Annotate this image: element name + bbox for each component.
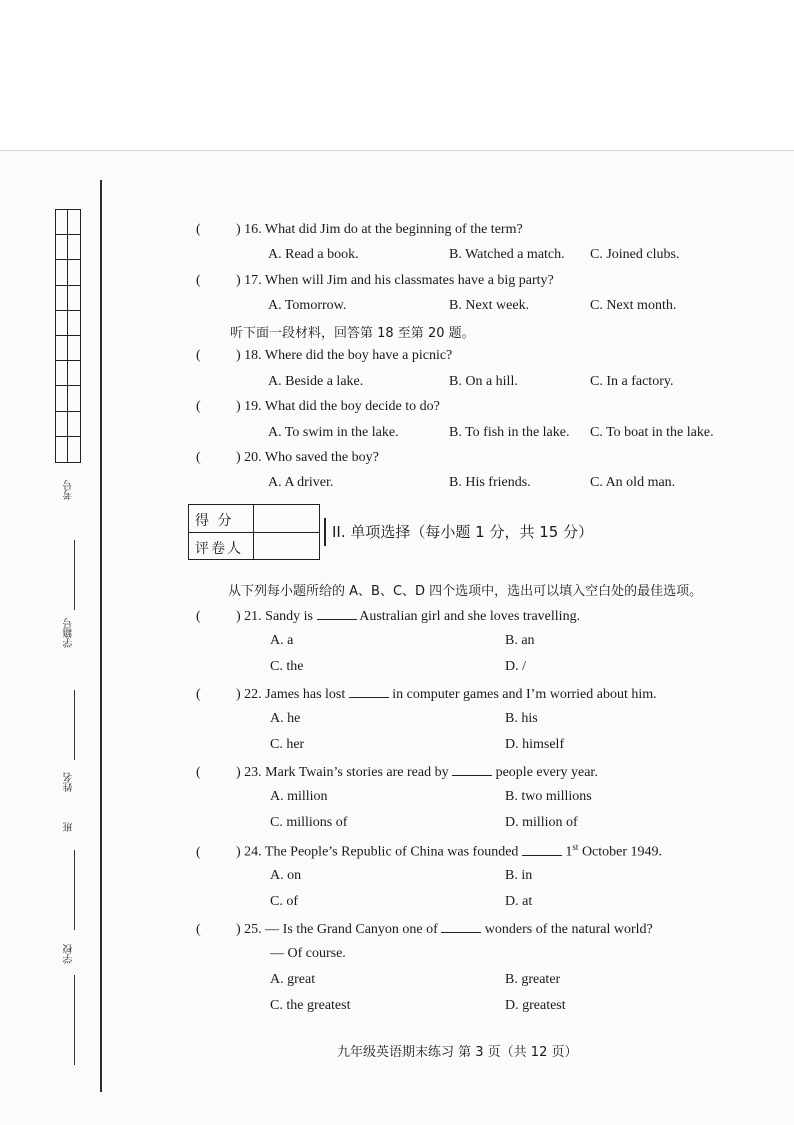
q16-option-b[interactable]: B. Watched a match. xyxy=(449,247,565,262)
school-label: 学校 xyxy=(64,944,75,964)
q22-option-b[interactable]: B. his xyxy=(505,711,538,726)
q23-option-b[interactable]: B. two millions xyxy=(505,789,592,804)
q18-option-b[interactable]: B. On a hill. xyxy=(449,374,518,389)
answer-blank[interactable] xyxy=(452,763,492,776)
q23-option-d[interactable]: D. million of xyxy=(505,815,578,830)
q22-option-c[interactable]: C. her xyxy=(270,737,305,752)
class-label: 班 xyxy=(64,822,75,832)
question-18: ( ) 18. Where did the boy have a picnic? xyxy=(196,348,453,363)
section-2-instruction: 从下列每小题所给的 A、B、C、D 四个选项中，选出可以填入空白处的最佳选项。 xyxy=(228,584,703,599)
score-label: 得 分 xyxy=(195,513,234,529)
q22-option-d[interactable]: D. himself xyxy=(505,737,565,752)
q21-option-a[interactable]: A. a xyxy=(270,633,294,648)
q24-option-b[interactable]: B. in xyxy=(505,868,533,883)
q19-option-a[interactable]: A. To swim in the lake. xyxy=(268,425,399,440)
question-24: ( ) 24. The People’s Republic of China was founded 1st October 1949. xyxy=(196,842,663,860)
q23-option-a[interactable]: A. million xyxy=(270,789,328,804)
q18-option-c[interactable]: C. In a factory. xyxy=(590,374,674,389)
q25-reply: — Of course. xyxy=(270,946,346,961)
listening-note: 听下面一段材料，回答第 18 至第 20 题。 xyxy=(230,326,475,341)
question-22: ( ) 22. James has lost in computer games and I’m worried about him. xyxy=(196,687,657,702)
name-label: 姓名 xyxy=(64,772,75,792)
question-25: ( ) 25. — Is the Grand Canyon one of wonders of the natural world? xyxy=(196,922,653,937)
q21-option-c[interactable]: C. the xyxy=(270,659,304,674)
section-2-title: II. 单项选择（每小题 1 分，共 15 分） xyxy=(332,523,594,541)
question-16: ( ) 16. What did Jim do at the beginning of the term? xyxy=(196,222,523,237)
q21-option-b[interactable]: B. an xyxy=(505,633,535,648)
question-17: ( ) 17. When will Jim and his classmates have a big party? xyxy=(196,273,554,288)
page-footer: 九年级英语期末练习 第 3 页（共 12 页） xyxy=(337,1045,578,1060)
answer-blank[interactable] xyxy=(317,607,357,620)
score-box xyxy=(188,504,320,560)
q24-option-d[interactable]: D. at xyxy=(505,894,533,909)
school-line xyxy=(74,975,75,1065)
q25-option-c[interactable]: C. the greatest xyxy=(270,998,351,1013)
q19-option-b[interactable]: B. To fish in the lake. xyxy=(449,425,570,440)
answer-blank[interactable] xyxy=(441,920,481,933)
q19-option-c[interactable]: C. To boat in the lake. xyxy=(590,425,714,440)
q25-option-a[interactable]: A. great xyxy=(270,972,316,987)
q18-option-a[interactable]: A. Beside a lake. xyxy=(268,374,364,389)
school-line-top xyxy=(74,850,75,930)
question-20: ( ) 20. Who saved the boy? xyxy=(196,450,379,465)
question-19: ( ) 19. What did the boy decide to do? xyxy=(196,399,440,414)
q25-option-b[interactable]: B. greater xyxy=(505,972,561,987)
question-23: ( ) 23. Mark Twain’s stories are read by people every year. xyxy=(196,765,598,780)
q20-option-c[interactable]: C. An old man. xyxy=(590,475,676,490)
binding-line xyxy=(100,180,102,1092)
q20-option-b[interactable]: B. His friends. xyxy=(449,475,531,490)
student-no-label: 学籍号 xyxy=(64,618,75,648)
student-no-line xyxy=(74,540,75,610)
exam-no-label: 考号 xyxy=(64,480,75,500)
q23-option-c[interactable]: C. millions of xyxy=(270,815,348,830)
q24-option-a[interactable]: A. on xyxy=(270,868,302,883)
q22-option-a[interactable]: A. he xyxy=(270,711,301,726)
q24-option-c[interactable]: C. of xyxy=(270,894,298,909)
q17-option-c[interactable]: C. Next month. xyxy=(590,298,677,313)
section-divider xyxy=(324,518,326,546)
exam-number-grid xyxy=(55,209,81,463)
q16-option-a[interactable]: A. Read a book. xyxy=(268,247,359,262)
answer-blank[interactable] xyxy=(349,685,389,698)
q25-option-d[interactable]: D. greatest xyxy=(505,998,566,1013)
name-line xyxy=(74,690,75,760)
grader-label: 评卷人 xyxy=(195,541,243,557)
q16-option-c[interactable]: C. Joined clubs. xyxy=(590,247,680,262)
answer-blank[interactable] xyxy=(522,843,562,856)
q20-option-a[interactable]: A. A driver. xyxy=(268,475,334,490)
q17-option-a[interactable]: A. Tomorrow. xyxy=(268,298,347,313)
q21-option-d[interactable]: D. / xyxy=(505,659,526,674)
q17-option-b[interactable]: B. Next week. xyxy=(449,298,530,313)
question-21: ( ) 21. Sandy is Australian girl and she loves travelling. xyxy=(196,609,581,624)
exam-page xyxy=(0,150,794,1125)
